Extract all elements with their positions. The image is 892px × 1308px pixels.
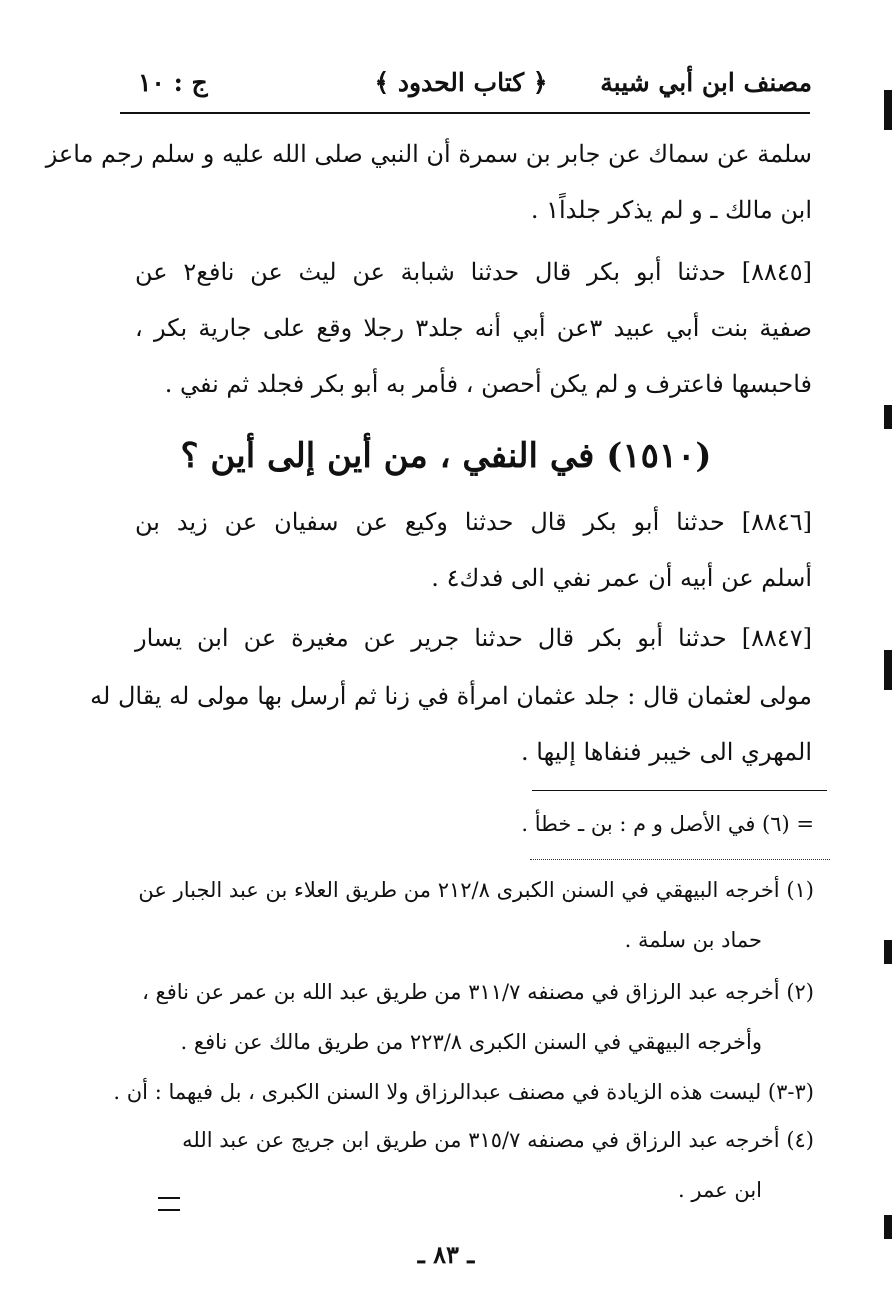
footnote-4-cont: ابن عمر .: [678, 1178, 762, 1202]
body-line-4: صفية بنت أبي عبيد ٣عن أبي أنه جلد٣ رجلا وقع على جارية بكر ،: [135, 314, 812, 342]
footnote-divider: [530, 853, 830, 860]
chapter-title: ﴿ كتاب الحدود ﴾: [374, 68, 548, 97]
footnote-separator: [532, 790, 827, 791]
footnote-3: (٣-٣) ليست هذه الزيادة في مصنف عبدالرزاق ولا السنن الكبرى ، بل فيهما : أن .: [113, 1080, 814, 1104]
body-line-5: فاحبسها فاعترف و لم يكن أحصن ، فأمر به أبو بكر فجلد ثم نفي .: [164, 370, 812, 398]
footnote-2: (٢) أخرجه عبد الرزاق في مصنفه ٣١١/٧ من طريق عبد الله بن عمر عن نافع ،: [142, 980, 814, 1004]
body-line-7: أسلم عن أبيه أن عمر نفي الى فدك٤ .: [431, 564, 812, 592]
book-title: مصنف ابن أبي شيبة: [600, 68, 812, 97]
footnote-2-cont: وأخرجه البيهقي في السنن الكبرى ٢٢٣/٨ من طريق مالك عن نافع .: [180, 1030, 762, 1054]
volume-number: ج : ١٠: [138, 68, 208, 97]
header-rule: [120, 112, 810, 114]
footnote-1: (١) أخرجه البيهقي في السنن الكبرى ٢١٢/٨ من طريق العلاء بن عبد الجبار عن: [138, 878, 814, 902]
body-line-6: [٨٨٤٦] حدثنا أبو بكر قال حدثنا وكيع عن سفيان عن زيد بن: [135, 508, 813, 536]
body-line-9: مولى لعثمان قال : جلد عثمان امرأة في زنا ثم أرسل بها مولى له يقال له: [90, 682, 812, 710]
section-heading: (١٥١٠) في النفي ، من أين إلى أين ؟: [180, 436, 712, 476]
page-number: ـ ٨٣ ـ: [417, 1240, 475, 1269]
scan-edge-mark: [884, 650, 892, 690]
scan-edge-mark: [884, 405, 892, 429]
footnote-1-cont: حماد بن سلمة .: [624, 928, 762, 952]
scan-edge-mark: [884, 1215, 892, 1239]
footnote-4: (٤) أخرجه عبد الرزاق في مصنفه ٣١٥/٧ من طريق ابن جريج عن عبد الله: [182, 1128, 814, 1152]
body-line-10: المهري الى خيبر فنفاها إليها .: [521, 738, 812, 766]
scan-edge-mark: [884, 90, 892, 130]
body-line-3: [٨٨٤٥] حدثنا أبو بكر قال حدثنا شبابة عن ليث عن نافع٢ عن: [135, 258, 813, 286]
scan-edge-mark: [884, 940, 892, 964]
continuation-mark: [158, 1197, 180, 1211]
body-line-1: سلمة عن سماك عن جابر بن سمرة أن النبي صلى الله عليه و سلم رجم ماعز: [45, 140, 812, 168]
body-line-8: [٨٨٤٧] حدثنا أبو بكر قال حدثنا جرير عن مغيرة عن ابن يسار: [135, 624, 812, 652]
body-line-2: ابن مالك ـ و لم يذكر جلداً١ .: [530, 196, 812, 224]
previous-page-note: = (٦) في الأصل و م : بن ـ خطأ .: [521, 812, 814, 836]
